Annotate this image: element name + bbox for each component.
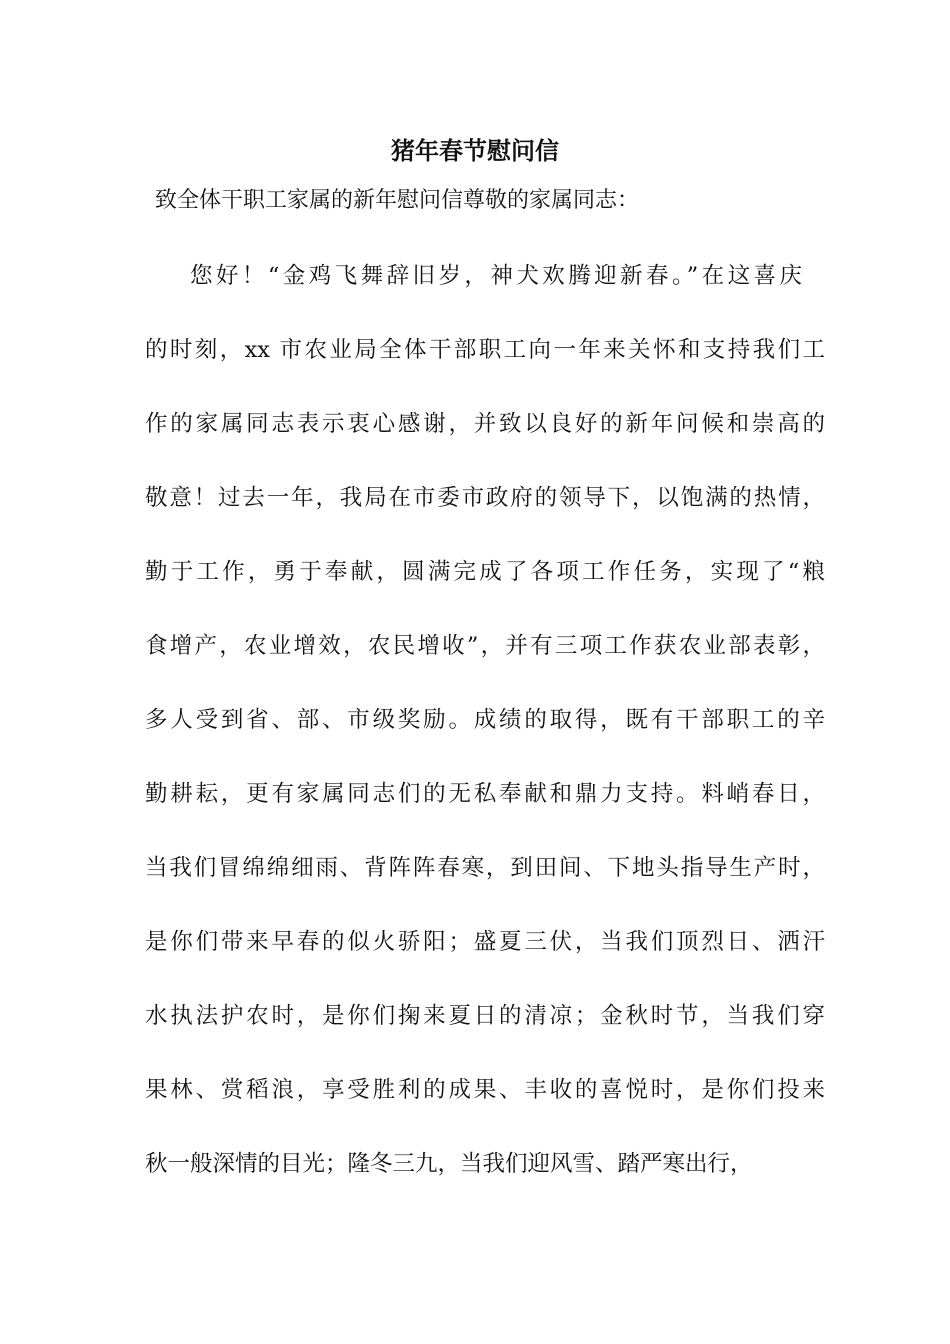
body-line: 勤耕耘，更有家属同志们的无私奉献和鼎力支持。料峭春日， <box>145 781 825 807</box>
body-line: 您好！“金鸡飞舞辞旧岁，神犬欢腾迎新春。”在这喜庆 <box>190 263 802 289</box>
body-line: 果林、赏稻浪，享受胜利的成果、丰收的喜悦时，是你们投来 <box>145 1077 825 1103</box>
body-line: 是你们带来早春的似火骄阳；盛夏三伏，当我们顶烈日、洒汗 <box>145 929 825 955</box>
body-line: 作的家属同志表示衷心感谢，并致以良好的新年问候和崇高的 <box>145 411 825 437</box>
letter-greeting: 致全体干职工家属的新年慰问信尊敬的家属同志： <box>155 188 640 213</box>
body-line: 敬意！过去一年，我局在市委市政府的领导下，以饱满的热情， <box>145 485 825 511</box>
document-title: 猪年春节慰问信 <box>391 136 559 165</box>
body-line: 当我们冒绵绵细雨、背阵阵春寒，到田间、下地头指导生产时， <box>145 855 825 881</box>
body-line: 勤于工作，勇于奉献，圆满完成了各项工作任务，实现了“粮 <box>145 559 825 585</box>
body-line: 水执法护农时，是你们掬来夏日的清凉；金秋时节，当我们穿 <box>145 1003 825 1029</box>
body-line: 多人受到省、部、市级奖励。成绩的取得，既有干部职工的辛 <box>145 707 825 733</box>
body-line: 食增产，农业增效，农民增收”，并有三项工作获农业部表彰， <box>145 633 825 659</box>
body-line: 秋一般深情的目光；隆冬三九，当我们迎风雪、踏严寒出行， <box>145 1151 753 1177</box>
body-line: 的时刻，xx 市农业局全体干部职工向一年来关怀和支持我们工 <box>145 337 825 363</box>
